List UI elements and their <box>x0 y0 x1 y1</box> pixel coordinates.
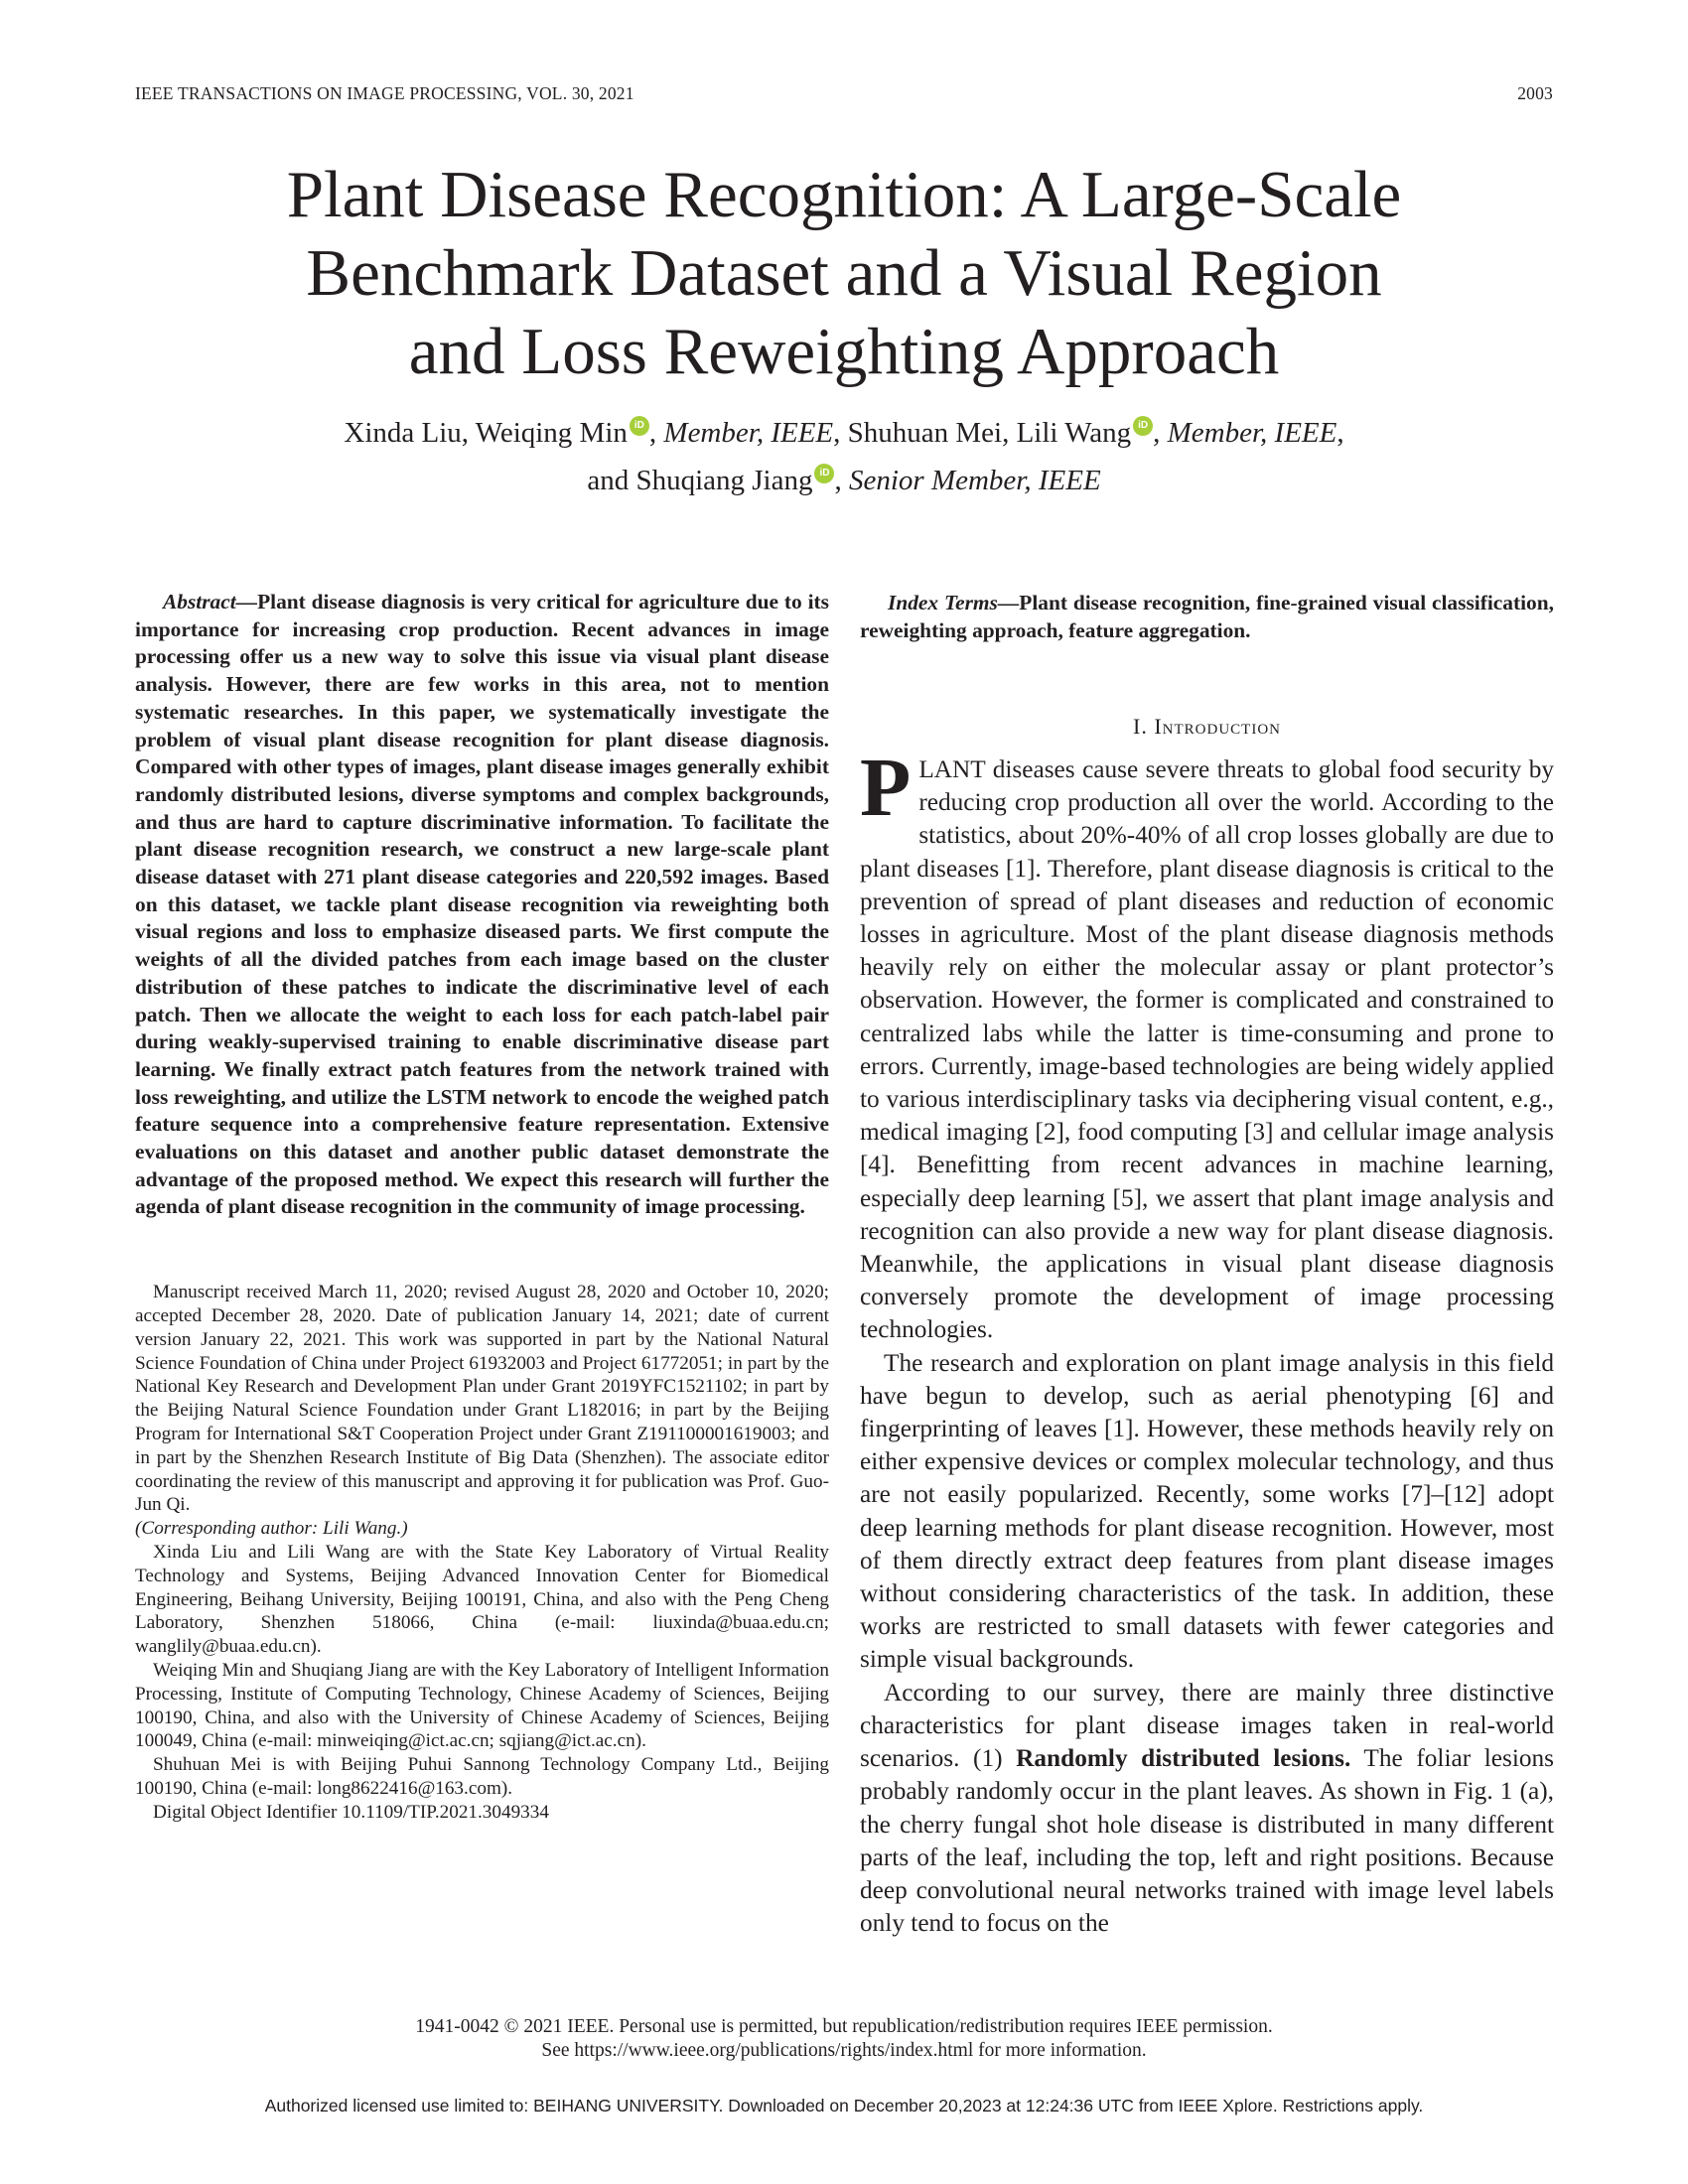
copyright-notice <box>149 2015 1539 2063</box>
orcid-icon[interactable]: iD <box>1133 416 1153 436</box>
section-initial: I <box>1154 714 1163 739</box>
abstract-lead: Abstract— <box>163 590 258 614</box>
intro-paragraph-3-end: The foliar lesions probably randomly occur in the plant leaves. As shown in Fig. 1 (a), the cherry fungal shot hole disease is distributed in many different parts of the leaf, including the top, left and right positions. Because deep convolutional neural networks trained with image level labels only tend to focus on the <box>860 1744 1554 1938</box>
section-title-rest: ntroduction <box>1162 714 1281 739</box>
section-numeral: I. <box>1133 714 1148 739</box>
author-list <box>149 409 1539 504</box>
abstract-text: Plant disease diagnosis is very critical for agriculture due to its importance for increasing crop production. Recent advances in image processing offer us a new way to solve this issue via visual plant disease analysis. However, there are few works in this area, not to mention systematic researches. In this paper, we systematically investigate the problem of visual plant disease recognition for plant disease diagnosis. Compared with other types of images, plant disease images generally exhibit randomly distributed lesions, diverse symptoms and complex backgrounds, and thus are hard to capture discriminative information. To facilitate the plant disease recognition research, we construct a new large-scale plant disease dataset with 271 plant disease categories and 220,592 images. Based on this dataset, we tackle plant disease recognition via reweighting both visual regions and loss to emphasize diseased parts. We first compute the weights of all the divided patches from each image based on the cluster distribution of these patches to indicate the discriminative level of each patch. Then we allocate the weight to each loss for each patch-label pair during weakly-supervised training to enable discriminative disease part learning. We finally extract patch features from the network trained with loss reweighting, and utilize the LSTM network to encode the weighed patch feature sequence into a comprehensive feature representation. Extensive evaluations on this dataset and another public dataset demonstrate the advantage of the proposed method. We expect this research will further the agenda of plant disease recognition in the community of image processing. <box>135 590 829 1219</box>
intro-paragraph-2: The research and exploration on plant image analysis in this field have begun to develop, such as aerial phenotyping [6] and fingerprinting of leaves [1]. However, these methods heavily rely on either expensive devices or complex molecular technology, and thus are not easily popularized. Recently, some works [7]–[12] adopt deep learning methods for plant disease recognition. However, most of them directly extract deep features from plant disease images without considering characteristics of the task. In addition, these works are restricted to small datasets with fewer categories and simple visual backgrounds. <box>860 1348 1554 1674</box>
intro-paragraph-3-bold: Randomly distributed lesions. <box>1016 1744 1351 1773</box>
orcid-icon[interactable]: iD <box>630 416 649 436</box>
membership-2: Member, IEEE <box>1167 417 1337 449</box>
author-line-1: Xinda Liu, Weiqing Min iD , Member, IEEE, Shuhuan Mei, Lili Wang iD , Member, IEEE, <box>344 417 1344 449</box>
title-line-3: and Loss Reweighting Approach <box>408 315 1280 388</box>
license-notice: Authorized licensed use limited to: BEIHANG UNIVERSITY. Downloaded on December 20,2023 at 12:24:36 UTC from IEEE Xplore. Restrictions apply. <box>264 2096 1424 2116</box>
membership-3: Senior Member, IEEE <box>848 465 1101 496</box>
title-line-2: Benchmark Dataset and a Visual Region <box>306 236 1382 310</box>
paper-title <box>149 156 1539 391</box>
running-header <box>135 83 1553 107</box>
footnote-affiliation-3: Shuhuan Mei is with Beijing Puhui Sannong Technology Company Ltd., Beijing 100190, China (e-mail: long8622416@163.com). <box>135 1754 829 1799</box>
index-terms-lead: Index Terms— <box>888 591 1020 614</box>
index-terms-text: Plant disease recognition, fine-grained visual classification, reweighting approach, feature aggregation. <box>860 591 1554 642</box>
page-number: 2003 <box>1517 83 1553 103</box>
drop-cap: P <box>860 742 912 834</box>
author-names-3: and Shuqiang Jiang <box>587 465 813 496</box>
index-terms <box>860 589 1554 644</box>
intro-paragraph-3-start: According to our survey, there are mainly three distinctive characteristics for plant disease images taken in real-world scenarios. (1) <box>860 1678 1554 1773</box>
section-heading-introduction <box>860 714 1554 740</box>
membership-1: Member, IEEE <box>663 417 834 449</box>
copyright-line-2[interactable]: See https://www.ieee.org/publications/rights/index.html for more information. <box>541 2040 1147 2061</box>
footnote-doi[interactable]: Digital Object Identifier 10.1109/TIP.2021.3049334 <box>153 1801 549 1823</box>
intro-paragraph-3 <box>860 1677 1554 1941</box>
abstract <box>135 589 829 1221</box>
author-names-2: Shuhuan Mei, Lili Wang <box>847 417 1132 449</box>
author-names-1: Xinda Liu, Weiqing Min <box>344 417 628 449</box>
orcid-icon[interactable]: iD <box>814 464 834 483</box>
intro-paragraph-1-text: LANT diseases cause severe threats to global food security by reducing crop production all over the world. According to the statistics, about 20%-40% of all crop losses globally are due to plant diseases [1]. Therefore, plant disease diagnosis is critical to the prevention of spread of plant diseases and reduction of economic losses in agriculture. Most of the plant disease diagnosis methods heavily rely on either the molecular assay or plant protector’s observation. However, the former is complicated and constrained to centralized labs while the latter is time-consuming and prone to errors. Currently, image-based technologies are being widely applied to various interdisciplinary tasks via deciphering visual content, e.g., medical imaging [2], food computing [3] and cellular image analysis [4]. Benefitting from recent advances in machine learning, especially deep learning [5], we assert that plant image analysis and recognition can also provide a new way for plant disease diagnosis. Meanwhile, the applications in visual plant disease diagnosis conversely promote the development of image processing technologies. <box>860 755 1554 1344</box>
footnote-affiliation-2: Weiqing Min and Shuqiang Jiang are with the Key Laboratory of Intelligent Information Processing, Institute of Computing Technology, Chinese Academy of Sciences, Beijing 100190, China, and also with the University of Chinese Academy of Sciences, Beijing 100049, China (e-mail: minweiqing@ict.ac.cn; sqjiang@ict.ac.cn). <box>135 1659 829 1752</box>
intro-paragraph-1 <box>860 742 1554 1347</box>
journal-name: IEEE TRANSACTIONS ON IMAGE PROCESSING, VOL. 30, 2021 <box>135 83 634 103</box>
footnote-affiliation-1: Xinda Liu and Lili Wang are with the State Key Laboratory of Virtual Reality Technology and Systems, Beijing Advanced Innovation Center for Biomedical Engineering, Beihang University, Beijing 100191, China, and also with the Peng Cheng Laboratory, Shenzhen 518066, China (e-mail: liuxinda@buaa.edu.cn; wanglily@buaa.edu.cn). <box>135 1541 829 1658</box>
title-line-1: Plant Disease Recognition: A Large-Scale <box>286 158 1402 231</box>
right-column <box>860 589 1554 1940</box>
footnote-manuscript: Manuscript received March 11, 2020; revised August 28, 2020 and October 10, 2020; accepted December 28, 2020. Date of publication January 14, 2021; date of current version January 22, 2021. This work was supported in part by the National Natural Science Foundation of China under Project 61932003 and Project 61772051; in part by the National Key Research and Development Plan under Grant 2019YFC1521102; in part by the Beijing Natural Science Foundation under Grant L182016; in part by the Beijing Program for International S&T Cooperation Project under Grant Z191100001619003; and in part by the Shenzhen Research Institute of Big Data (Shenzhen). The associate editor coordinating the review of this manuscript and approving it for publication was Prof. Guo-Jun Qi. <box>135 1282 829 1516</box>
footnotes <box>135 1281 829 1824</box>
author-line-2: and Shuqiang Jiang iD , Senior Member, IEEE <box>587 465 1101 496</box>
copyright-line-1: 1941-0042 © 2021 IEEE. Personal use is permitted, but republication/redistribution requires IEEE permission. <box>415 2016 1273 2037</box>
left-column <box>135 589 829 1825</box>
footnote-corresponding: (Corresponding author: Lili Wang.) <box>135 1518 408 1540</box>
